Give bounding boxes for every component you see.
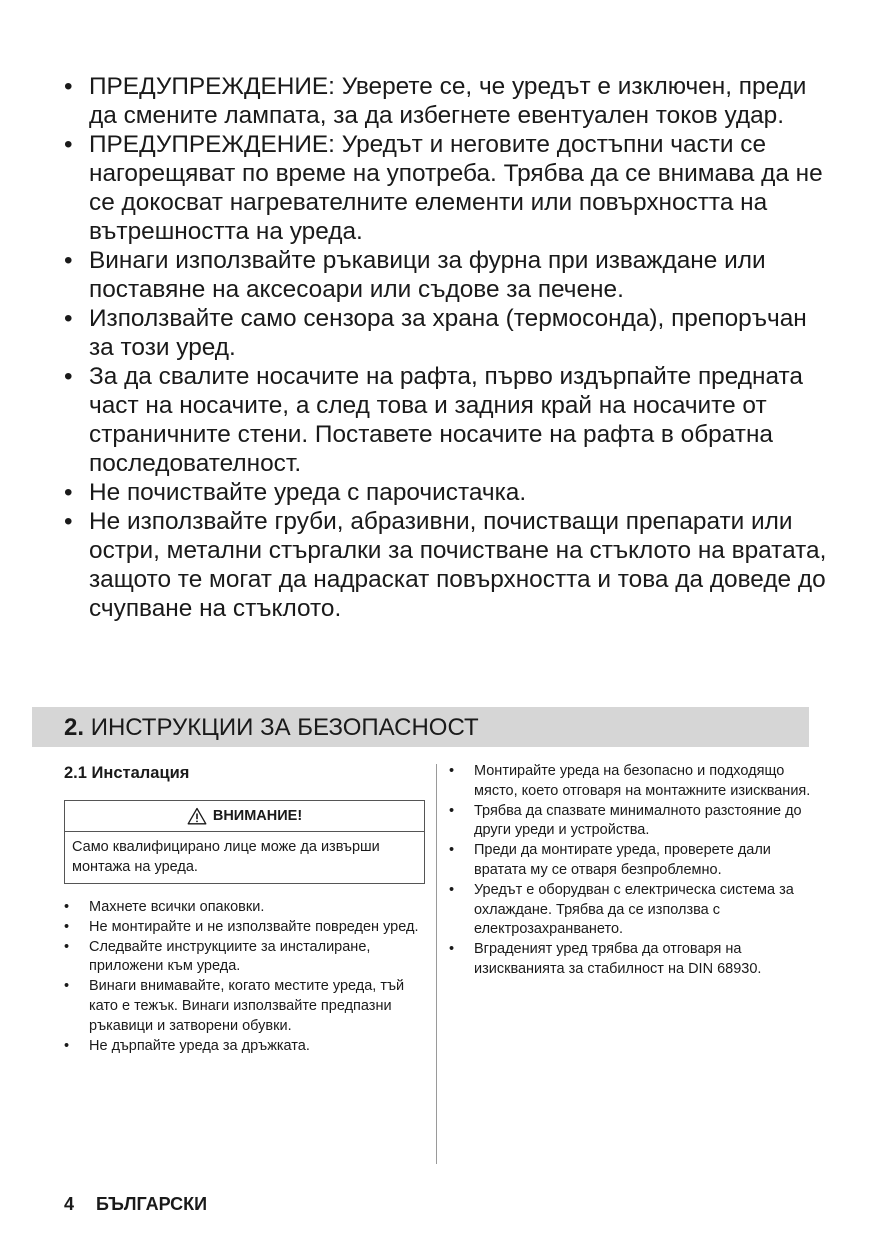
bullet: • [64,899,70,915]
section-heading [32,707,809,747]
list-item-text: Винаги внимавайте, когато местите уреда, тъй като е тежък. Винаги използвайте предпазни ръкавици и затворени обувки. [89,978,405,1034]
list-item-text: Не монтирайте и не използвайте повреден уред. [89,918,419,935]
warnings-list [60,72,830,623]
list-item-text: ПРЕДУПРЕЖДЕНИЕ: Уредът и неговите достъпни части се нагорещяват по време на употреба. Трябва да се внимава да не се докосват нагревателните елементи или повърхността на вътрешността на уреда. [89,131,823,245]
list-item-text: Не дърпайте уреда за дръжката. [89,1037,310,1054]
list-item-text: Уредът е оборудван с електрическа система за охлаждане. Трябва да се използва с електрозахранването. [474,881,794,938]
section-title: ИНСТРУКЦИИ ЗА БЕЗОПАСНОСТ [90,714,479,741]
bullet: • [64,938,70,955]
warning-triangle-icon [187,807,207,825]
list-item-text: За да свалите носачите на рафта, първо издърпайте предната част на носачите, а след това и задния край на носачите от страничните стени. Поставете носачите на рафта в обратна последователност. [89,363,803,477]
page-number: 4 [64,1194,75,1214]
left-column [64,762,426,1056]
warning-heading [65,801,424,832]
bullet: • [64,73,73,100]
list-item [60,246,830,304]
bullet: • [64,247,73,274]
bullet: • [64,305,73,332]
list-item-text: Махнете всички опаковки. [89,899,265,915]
bullet: • [64,479,73,506]
install-list-right [449,762,819,980]
list-item [64,1037,426,1057]
page-footer [64,1192,207,1216]
install-list-left [64,898,426,1056]
list-item [64,898,426,918]
list-item [449,940,819,980]
list-item-text: Преди да монтирате уреда, проверете дали вратата му се отваря безпроблемно. [474,842,771,878]
list-item [449,881,819,940]
bullet: • [449,763,455,779]
list-item-text: ПРЕДУПРЕЖДЕНИЕ: Уверете се, че уредът е изключен, преди да смените лампата, за да избегнете евентуален токов удар. [89,73,807,129]
list-item [64,938,426,978]
bullet: • [64,131,73,158]
list-item [60,507,830,623]
list-item-text: Използвайте само сензора за храна (термосонда), препоръчан за този уред. [89,305,807,361]
bullet: • [449,842,455,859]
bullet: • [64,508,73,535]
column-divider [436,764,437,1164]
list-item-text: Следвайте инструкциите за инсталиране, приложени към уреда. [89,938,371,975]
list-item-text: Не почиствайте уреда с парочистачка. [89,479,527,506]
section-number: 2. [64,714,85,741]
list-item-text: Монтирайте уреда на безопасно и подходящо място, което отговаря на монтажните изисквания. [474,763,811,799]
bullet: • [449,802,455,819]
list-item [60,130,830,246]
right-column [449,762,819,980]
bullet: • [64,918,70,935]
list-item-text: Винаги използвайте ръкавици за фурна при изваждане или поставяне на аксесоари или съдове за печене. [89,247,766,303]
subsection-title: 2.1 Инсталация [64,764,190,782]
list-item [60,304,830,362]
bullet: • [64,363,73,390]
list-item [449,762,819,802]
bullet: • [449,941,455,958]
list-item [449,802,819,842]
list-item-text: Вграденият уред трябва да отговаря на изискванията за стабилност на DIN 68930. [474,941,762,977]
warning-box [64,800,425,884]
warning-text: Само квалифицирано лице може да извърши монтажа на уреда. [72,839,380,875]
list-item [64,977,426,1036]
footer-language: БЪЛГАРСКИ [96,1194,208,1214]
bullet: • [64,978,70,995]
list-item [64,918,426,938]
warning-heading-text: ВНИМАНИЕ! [212,808,303,824]
list-item-text: Трябва да спазвате минималното разстояние до други уреди и устройства. [474,802,802,839]
bullet: • [449,881,455,898]
list-item [60,362,830,478]
bullet: • [64,1037,70,1054]
list-item [60,478,830,507]
list-item-text: Не използвайте груби, абразивни, почистващи препарати или остри, метални стъргалки за почистване на стъклото на вратата, защото те могат да надраскат повърхността и това да доведе до счупване на стъклото. [89,508,827,622]
list-item [449,841,819,881]
list-item [60,72,830,130]
